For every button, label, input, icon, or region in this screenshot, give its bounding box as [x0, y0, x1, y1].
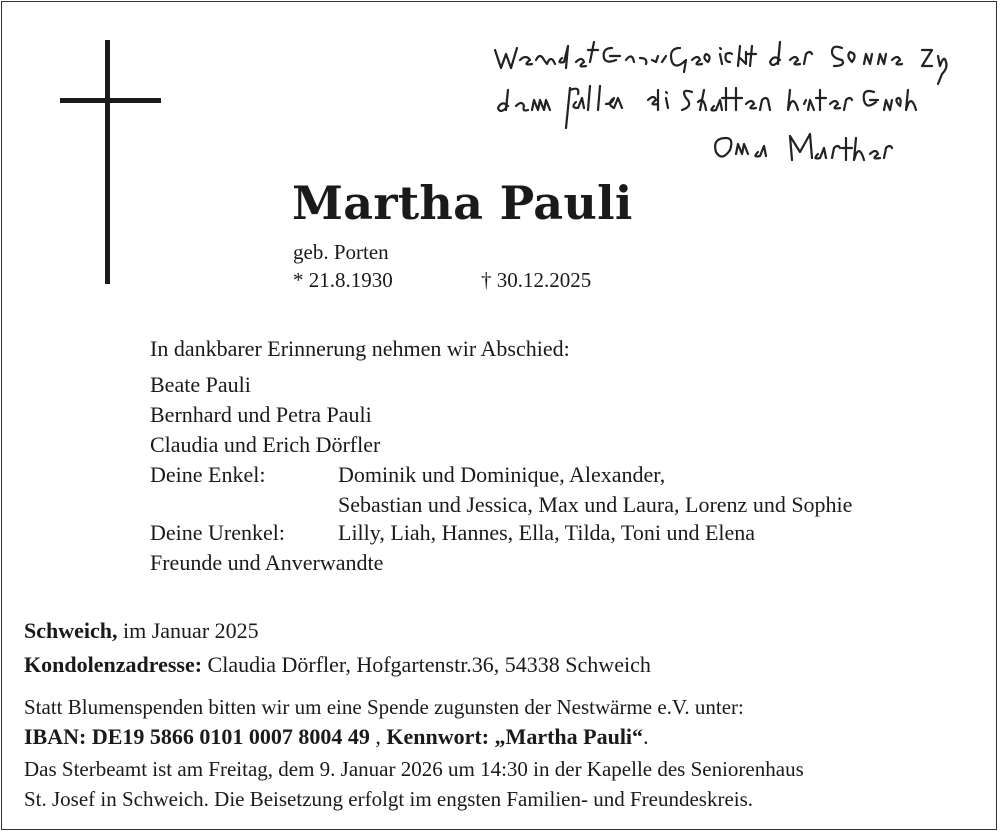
service-line: St. Josef in Schweich. Die Beisetzung erfolgt im engsten Familien- und Freundeskreis.	[24, 787, 754, 811]
grandchildren-label: Deine Enkel:	[150, 462, 266, 487]
birth-date: * 21.8.1930	[293, 268, 393, 292]
separator: ,	[369, 724, 387, 749]
period: .	[643, 724, 649, 749]
death-date: † 30.12.2025	[481, 268, 592, 292]
maiden-name: geb. Porten	[293, 240, 389, 264]
mourner-line: Bernhard und Petra Pauli	[150, 402, 372, 427]
handwritten-quote-drawing	[490, 28, 980, 168]
place: Schweich,	[24, 618, 118, 643]
condolence-address-line	[24, 650, 651, 680]
place-date-line	[24, 616, 259, 646]
date: im Januar 2025	[117, 618, 259, 643]
keyword: Kennwort: „Martha Pauli“	[386, 724, 644, 749]
grandchildren-line: Dominik und Dominique, Alexander,	[338, 462, 666, 487]
address: Claudia Dörfler, Hofgartenstr.36, 54338 Schweich	[202, 652, 651, 677]
mourner-line: Beate Pauli	[150, 372, 251, 397]
cross-icon	[60, 40, 162, 286]
great-grandchildren-line: Lilly, Liah, Hannes, Ella, Tilda, Toni und Elena	[338, 520, 756, 545]
donation-text: Statt Blumenspenden bitten wir um eine Spende zugunsten der Nestwärme e.V. unter:	[24, 695, 744, 719]
deceased-name: Martha Pauli	[292, 176, 633, 230]
iban: IBAN: DE19 5866 0101 0007 8004 49	[24, 724, 370, 749]
friends-line: Freunde und Anverwandte	[150, 550, 384, 575]
mourner-line: Claudia und Erich Dörfler	[150, 432, 381, 457]
grandchildren-line: Sebastian und Jessica, Max und Laura, Lorenz und Sophie	[338, 492, 853, 517]
mourners-intro: In dankbarer Erinnerung nehmen wir Abschied:	[150, 336, 570, 361]
handwritten-quote	[490, 28, 980, 168]
address-label: Kondolenzadresse:	[24, 652, 203, 677]
bank-line	[24, 722, 649, 752]
great-grandchildren-label: Deine Urenkel:	[150, 520, 285, 545]
service-line: Das Sterbeamt ist am Freitag, dem 9. Januar 2026 um 14:30 in der Kapelle des Seniorenhaus	[24, 757, 804, 781]
